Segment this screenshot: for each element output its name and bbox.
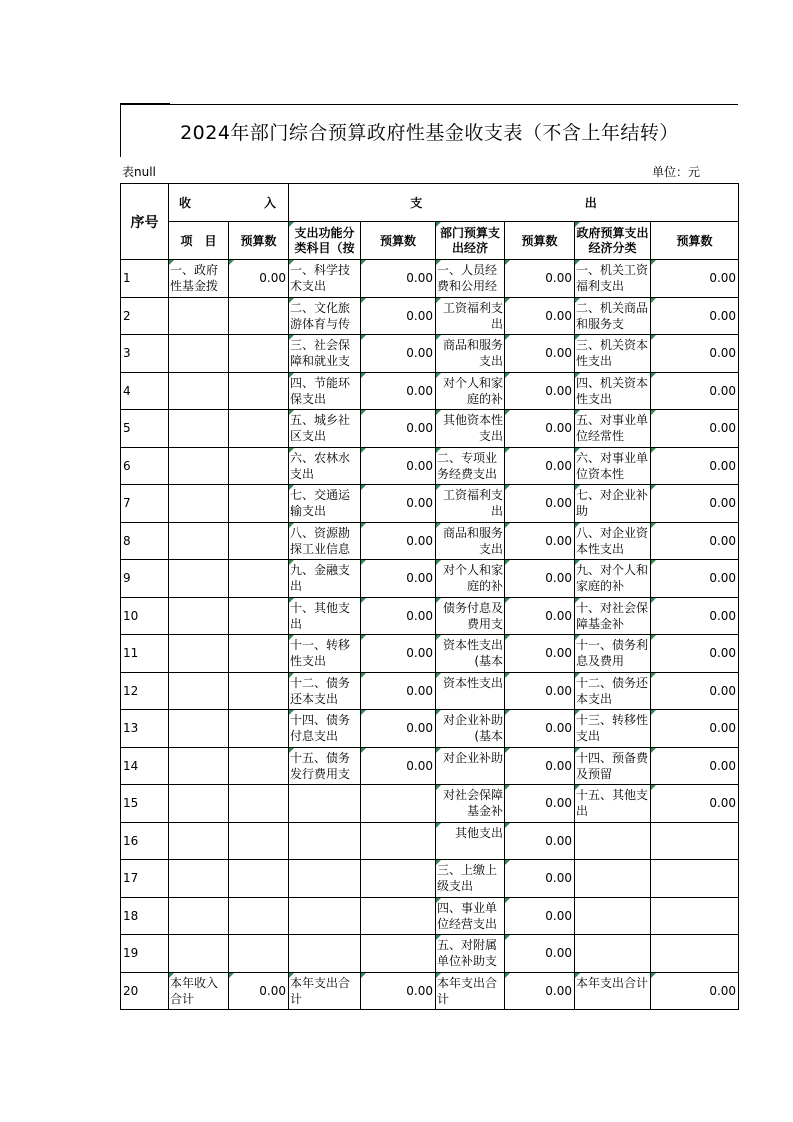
- income-item: [169, 822, 229, 860]
- func-item: 十二、债务还本支出: [289, 672, 361, 710]
- income-value: [229, 410, 289, 448]
- row-seq: 6: [121, 447, 169, 485]
- gov-item: [575, 897, 651, 935]
- dept-budget-header: 预算数: [505, 222, 575, 260]
- row-seq: 15: [121, 785, 169, 823]
- func-item: 五、城乡社区支出: [289, 410, 361, 448]
- gov-value: [651, 860, 739, 898]
- func-item: 七、交通运输支出: [289, 485, 361, 523]
- func-item: 十五、债务发行费用支: [289, 747, 361, 785]
- gov-item: 五、对事业单位经常性: [575, 410, 651, 448]
- table-row: [121, 260, 739, 298]
- income-item: [169, 560, 229, 598]
- unit-label: 单位：元: [652, 165, 701, 179]
- func-item: 四、节能环保支出: [289, 372, 361, 410]
- dept-item: 一、人员经费和公用经: [436, 260, 505, 298]
- income-value: [229, 822, 289, 860]
- gov-item: 三、机关资本性支出: [575, 335, 651, 373]
- gov-value: [651, 822, 739, 860]
- row-seq: 12: [121, 672, 169, 710]
- gov-item: 十五、其他支出: [575, 785, 651, 823]
- gov-budget-header: 预算数: [651, 222, 739, 260]
- row-seq: 10: [121, 597, 169, 635]
- meta-row: [120, 157, 738, 183]
- func-value: 0.00: [361, 672, 436, 710]
- gov-value: 0.00: [651, 485, 739, 523]
- dept-value: 0.00: [505, 410, 575, 448]
- income-value: [229, 597, 289, 635]
- func-value: 0.00: [361, 260, 436, 298]
- func-value: 0.00: [361, 297, 436, 335]
- gov-item: 十、对社会保障基金补: [575, 597, 651, 635]
- dept-value: 0.00: [505, 597, 575, 635]
- gov-value: 0.00: [651, 560, 739, 598]
- func-value: [361, 785, 436, 823]
- gov-value: 0.00: [651, 335, 739, 373]
- row-seq: 14: [121, 747, 169, 785]
- gov-item: 七、对企业补助: [575, 485, 651, 523]
- func-item: 一、科学技术支出: [289, 260, 361, 298]
- gov-item: 六、对事业单位资本性: [575, 447, 651, 485]
- gov-item: 八、对企业资本性支出: [575, 522, 651, 560]
- income-header: 收 入: [169, 184, 289, 222]
- income-item: [169, 335, 229, 373]
- item-header: 项 目: [169, 222, 229, 260]
- dept-value: 0.00: [505, 935, 575, 973]
- func-value: 0.00: [361, 485, 436, 523]
- dept-value: 0.00: [505, 447, 575, 485]
- gov-value: 0.00: [651, 672, 739, 710]
- income-value: [229, 860, 289, 898]
- dept-item: 其他支出: [436, 822, 505, 860]
- dept-item: 五、对附属单位补助支: [436, 935, 505, 973]
- dept-value: 0.00: [505, 672, 575, 710]
- dept-value: 0.00: [505, 785, 575, 823]
- gov-value: 0.00: [651, 260, 739, 298]
- gov-value: 0.00: [651, 785, 739, 823]
- income-value: [229, 560, 289, 598]
- dept-item: 对个人和家庭的补: [436, 372, 505, 410]
- func-value: [361, 935, 436, 973]
- income-item: 一、政府性基金拨: [169, 260, 229, 298]
- dept-item: 对个人和家庭的补: [436, 560, 505, 598]
- func-item: 二、文化旅游体育与传: [289, 297, 361, 335]
- income-value: [229, 747, 289, 785]
- dept-item: 二、专项业务经费支出: [436, 447, 505, 485]
- gov-value: 0.00: [651, 635, 739, 673]
- func-item: [289, 897, 361, 935]
- func-item: 六、农林水支出: [289, 447, 361, 485]
- income-value: [229, 635, 289, 673]
- gov-value: 0.00: [651, 372, 739, 410]
- seq-header: 序号: [121, 184, 169, 260]
- func-item: 九、金融支出: [289, 560, 361, 598]
- income-value: 0.00: [229, 972, 289, 1010]
- func-value: [361, 897, 436, 935]
- income-item: [169, 860, 229, 898]
- income-value: [229, 485, 289, 523]
- gov-item: 本年支出合计: [575, 972, 651, 1010]
- budget-table: [120, 183, 739, 1010]
- gov-item: 四、机关资本性支出: [575, 372, 651, 410]
- table-row: [121, 635, 739, 673]
- func-value: 0.00: [361, 597, 436, 635]
- gov-item: 十二、债务还本支出: [575, 672, 651, 710]
- row-seq: 18: [121, 897, 169, 935]
- dept-item: 对企业补助: [436, 747, 505, 785]
- dept-value: 0.00: [505, 560, 575, 598]
- income-value: [229, 785, 289, 823]
- table-row: [121, 860, 739, 898]
- func-item: [289, 860, 361, 898]
- income-item: [169, 297, 229, 335]
- row-seq: 16: [121, 822, 169, 860]
- dept-value: 0.00: [505, 897, 575, 935]
- table-row: [121, 897, 739, 935]
- gov-item: 十四、预备费及预留: [575, 747, 651, 785]
- dept-econ-header: 部门预算支出经济: [436, 222, 505, 260]
- func-item: 八、资源勘探工业信息: [289, 522, 361, 560]
- func-item: [289, 822, 361, 860]
- income-value: [229, 897, 289, 935]
- income-item: [169, 897, 229, 935]
- row-seq: 13: [121, 710, 169, 748]
- table-row: [121, 747, 739, 785]
- gov-econ-header: 政府预算支出经济分类: [575, 222, 651, 260]
- header-row-2: [121, 222, 739, 260]
- income-item: [169, 635, 229, 673]
- func-value: [361, 822, 436, 860]
- row-seq: 9: [121, 560, 169, 598]
- gov-value: 0.00: [651, 597, 739, 635]
- table-row: [121, 560, 739, 598]
- gov-value: [651, 897, 739, 935]
- gov-item: [575, 860, 651, 898]
- func-item: 十、其他支出: [289, 597, 361, 635]
- dept-item: 对企业补助(基本: [436, 710, 505, 748]
- income-value: [229, 710, 289, 748]
- row-seq: 3: [121, 335, 169, 373]
- dept-value: 0.00: [505, 822, 575, 860]
- dept-item: 工资福利支出: [436, 297, 505, 335]
- table-row: [121, 335, 739, 373]
- income-item: [169, 747, 229, 785]
- income-value: [229, 522, 289, 560]
- budget-sheet: [120, 104, 738, 1010]
- gov-value: 0.00: [651, 522, 739, 560]
- row-seq: 4: [121, 372, 169, 410]
- func-item: [289, 785, 361, 823]
- table-row: [121, 410, 739, 448]
- gov-item: 九、对个人和家庭的补: [575, 560, 651, 598]
- row-seq: 20: [121, 972, 169, 1010]
- dept-item: 资本性支出(基本: [436, 635, 505, 673]
- dept-item: 四、事业单位经营支出: [436, 897, 505, 935]
- func-value: 0.00: [361, 372, 436, 410]
- dept-item: 三、上缴上级支出: [436, 860, 505, 898]
- func-item: 三、社会保障和就业支: [289, 335, 361, 373]
- table-row: [121, 522, 739, 560]
- func-item: 十四、债务付息支出: [289, 710, 361, 748]
- page-title: 2024年部门综合预算政府性基金收支表（不含上年结转）: [120, 104, 738, 157]
- func-value: 0.00: [361, 522, 436, 560]
- gov-value: 0.00: [651, 972, 739, 1010]
- table-row: [121, 710, 739, 748]
- table-row: [121, 785, 739, 823]
- income-budget-header: 预算数: [229, 222, 289, 260]
- func-value: 0.00: [361, 410, 436, 448]
- func-value: 0.00: [361, 710, 436, 748]
- dept-item: 其他资本性支出: [436, 410, 505, 448]
- header-row-1: [121, 184, 739, 222]
- dept-value: 0.00: [505, 485, 575, 523]
- func-value: 0.00: [361, 747, 436, 785]
- income-item: [169, 522, 229, 560]
- income-item: [169, 672, 229, 710]
- row-seq: 5: [121, 410, 169, 448]
- dept-value: 0.00: [505, 710, 575, 748]
- income-item: [169, 597, 229, 635]
- gov-value: [651, 935, 739, 973]
- dept-value: 0.00: [505, 522, 575, 560]
- dept-value: 0.00: [505, 335, 575, 373]
- dept-value: 0.00: [505, 372, 575, 410]
- dept-value: 0.00: [505, 747, 575, 785]
- gov-value: 0.00: [651, 747, 739, 785]
- dept-item: 工资福利支出: [436, 485, 505, 523]
- dept-item: 商品和服务支出: [436, 335, 505, 373]
- table-row: [121, 672, 739, 710]
- gov-value: 0.00: [651, 447, 739, 485]
- table-row: [121, 372, 739, 410]
- dept-value: 0.00: [505, 860, 575, 898]
- table-row: [121, 485, 739, 523]
- income-item: [169, 485, 229, 523]
- row-seq: 1: [121, 260, 169, 298]
- func-item: [289, 935, 361, 973]
- table-row: [121, 447, 739, 485]
- gov-value: 0.00: [651, 297, 739, 335]
- dept-item: 资本性支出: [436, 672, 505, 710]
- dept-value: 0.00: [505, 972, 575, 1010]
- func-budget-header: 预算数: [361, 222, 436, 260]
- gov-value: 0.00: [651, 410, 739, 448]
- dept-item: 对社会保障基金补: [436, 785, 505, 823]
- gov-item: [575, 822, 651, 860]
- expense-header: 支 出: [289, 184, 739, 222]
- row-seq: 11: [121, 635, 169, 673]
- func-value: 0.00: [361, 972, 436, 1010]
- gov-item: 十三、转移性支出: [575, 710, 651, 748]
- row-seq: 8: [121, 522, 169, 560]
- table-code: 表null: [122, 165, 156, 179]
- income-value: [229, 672, 289, 710]
- income-item: [169, 447, 229, 485]
- income-value: [229, 447, 289, 485]
- func-value: 0.00: [361, 635, 436, 673]
- row-seq: 2: [121, 297, 169, 335]
- row-seq: 19: [121, 935, 169, 973]
- income-item: [169, 785, 229, 823]
- row-seq: 7: [121, 485, 169, 523]
- gov-value: 0.00: [651, 710, 739, 748]
- income-value: [229, 372, 289, 410]
- income-value: [229, 297, 289, 335]
- gov-item: [575, 935, 651, 973]
- gov-item: 一、机关工资福利支出: [575, 260, 651, 298]
- dept-item: 商品和服务支出: [436, 522, 505, 560]
- table-row: [121, 597, 739, 635]
- income-item: 本年收入合计: [169, 972, 229, 1010]
- income-value: [229, 935, 289, 973]
- table-row: [121, 972, 739, 1010]
- income-item: [169, 372, 229, 410]
- func-item: 十一、转移性支出: [289, 635, 361, 673]
- table-row: [121, 935, 739, 973]
- row-seq: 17: [121, 860, 169, 898]
- gov-item: 十一、债务利息及费用: [575, 635, 651, 673]
- gov-item: 二、机关商品和服务支: [575, 297, 651, 335]
- func-item: 本年支出合计: [289, 972, 361, 1010]
- income-item: [169, 410, 229, 448]
- func-value: [361, 860, 436, 898]
- income-value: [229, 335, 289, 373]
- income-item: [169, 710, 229, 748]
- income-item: [169, 935, 229, 973]
- table-row: [121, 822, 739, 860]
- func-value: 0.00: [361, 335, 436, 373]
- func-value: 0.00: [361, 447, 436, 485]
- dept-item: 债务付息及费用支: [436, 597, 505, 635]
- dept-value: 0.00: [505, 297, 575, 335]
- dept-value: 0.00: [505, 635, 575, 673]
- corner-line: [120, 103, 170, 104]
- func-value: 0.00: [361, 560, 436, 598]
- income-value: 0.00: [229, 260, 289, 298]
- dept-value: 0.00: [505, 260, 575, 298]
- func-class-header: 支出功能分类科目（按: [289, 222, 361, 260]
- dept-item: 本年支出合计: [436, 972, 505, 1010]
- table-row: [121, 297, 739, 335]
